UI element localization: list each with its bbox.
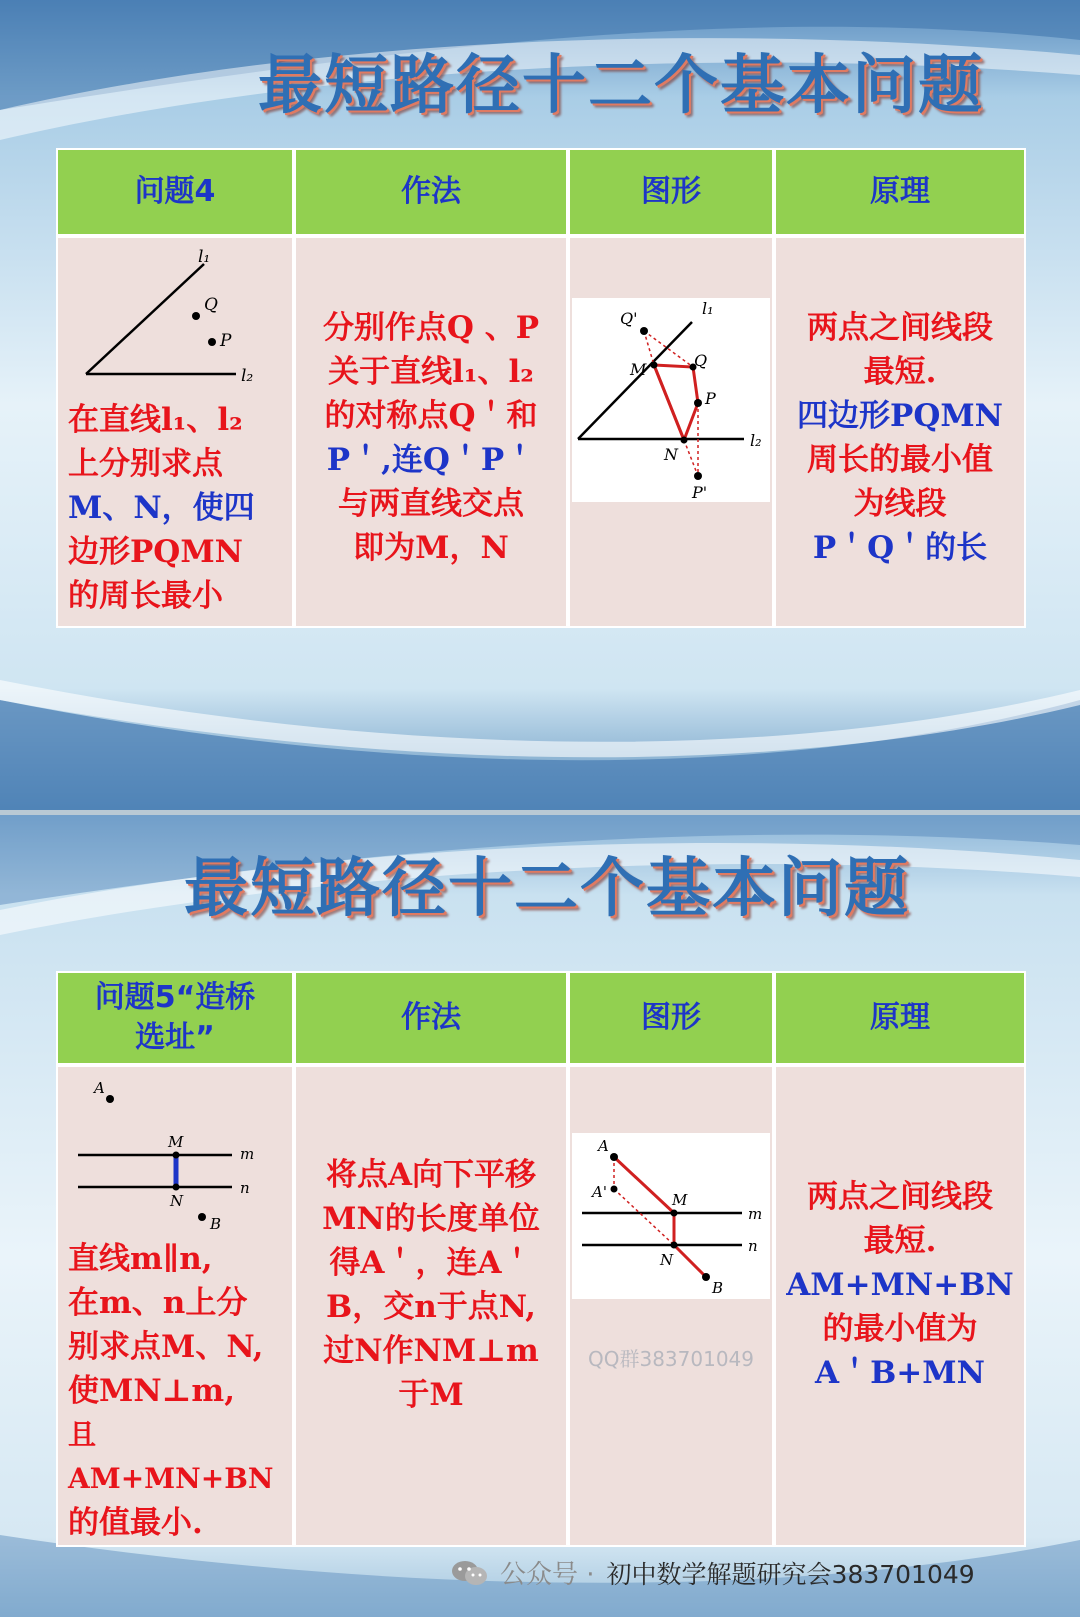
svg-text:B: B [210, 1215, 222, 1233]
problem-5-method-cell [294, 1065, 568, 1547]
problem-4-table [56, 148, 1026, 628]
problem-5-description-cell [56, 1065, 294, 1547]
svg-text:M: M [630, 360, 647, 379]
label-Q: Q [204, 295, 218, 315]
footer-label: 公众号 · [500, 1560, 595, 1590]
header-problem-5: 问题5“造桥 选址” [56, 971, 294, 1065]
svg-text:m: m [240, 1145, 255, 1163]
problem-4-principle: 两点之间线段 最短. 四边形PQMN 周长的最小值 为线段 P＇Q＇的长 [797, 310, 1003, 566]
svg-text:P': P' [692, 483, 708, 502]
footer-account-name: 初中数学解题研究会383701049 [606, 1559, 975, 1589]
svg-text:n: n [240, 1179, 250, 1197]
svg-text:N: N [660, 1251, 674, 1269]
problem-4-method: 分别作点Q 、P 关于直线l₁、l₂ 的对称点Q＇和 P＇,连Q＇P＇ 与两直线交点 即为M，N [322, 310, 540, 566]
problem-4-principle-cell [774, 236, 1026, 628]
problem-4-description: 在直线l₁、l₂ 上分别求点 M、N，使四 边形PQMN 的周长最小 [68, 402, 255, 614]
svg-text:P: P [705, 389, 716, 408]
header-method: 作法 [294, 971, 568, 1065]
problem-5-table [56, 971, 1026, 1547]
svg-text:Q: Q [694, 351, 708, 370]
qq-group-watermark: QQ群383701049 [587, 1347, 754, 1371]
problem-5-figure-cell [568, 1065, 774, 1547]
header-method: 作法 [294, 148, 568, 236]
problem-4-method-cell [294, 236, 568, 628]
svg-text:A: A [598, 1137, 609, 1155]
problem-5-small-figure [72, 1073, 292, 1235]
problem-4-small-figure [76, 246, 286, 396]
wechat-footer [450, 1554, 975, 1591]
svg-text:m: m [748, 1205, 763, 1223]
svg-text:l₂: l₂ [750, 431, 762, 450]
problem-5-principle-cell [774, 1065, 1026, 1547]
problem-4-description-cell [56, 236, 294, 628]
slide-problem-5 [0, 815, 1080, 1617]
problem-4-figure-cell [568, 236, 774, 628]
label-l2: l₂ [241, 366, 254, 386]
svg-text:n: n [748, 1237, 758, 1255]
slide-title: 最短路径十二个基本问题 [258, 49, 984, 123]
header-problem-4: 问题4 [56, 148, 294, 236]
svg-text:N: N [170, 1192, 184, 1210]
label-l1: l₁ [198, 247, 211, 267]
problem-5-method: 将点A向下平移 MN的长度单位 得A＇，连A＇ B，交n于点N, 过N作NM⊥m 于M [322, 1157, 540, 1413]
svg-text:A': A' [592, 1183, 607, 1201]
header-figure: 图形 [568, 971, 774, 1065]
label-P: P [220, 331, 232, 351]
problem-5-description: 直线m∥n, 在m、n上分 别求点M、N, 使MN⊥m, 且AM+MN+BN 的值最小. [68, 1241, 274, 1541]
svg-text:A: A [94, 1079, 105, 1097]
header-figure: 图形 [568, 148, 774, 236]
svg-text:Q': Q' [620, 309, 638, 328]
svg-text:B: B [712, 1279, 724, 1297]
svg-text:M: M [168, 1133, 184, 1151]
svg-text:l₁: l₁ [702, 299, 714, 318]
header-principle: 原理 [774, 971, 1026, 1065]
problem-5-principle: 两点之间线段 最短. AM+MN+BN 的最小值为 A＇B+MN [786, 1179, 1014, 1391]
svg-text:M: M [672, 1191, 688, 1209]
svg-text:N: N [664, 445, 678, 464]
problem-4-figure [572, 298, 770, 502]
problem-5-figure [572, 1133, 770, 1299]
wechat-icon [450, 1558, 490, 1588]
slide-title: 最短路径十二个基本问题 [184, 852, 910, 926]
header-principle: 原理 [774, 148, 1026, 236]
